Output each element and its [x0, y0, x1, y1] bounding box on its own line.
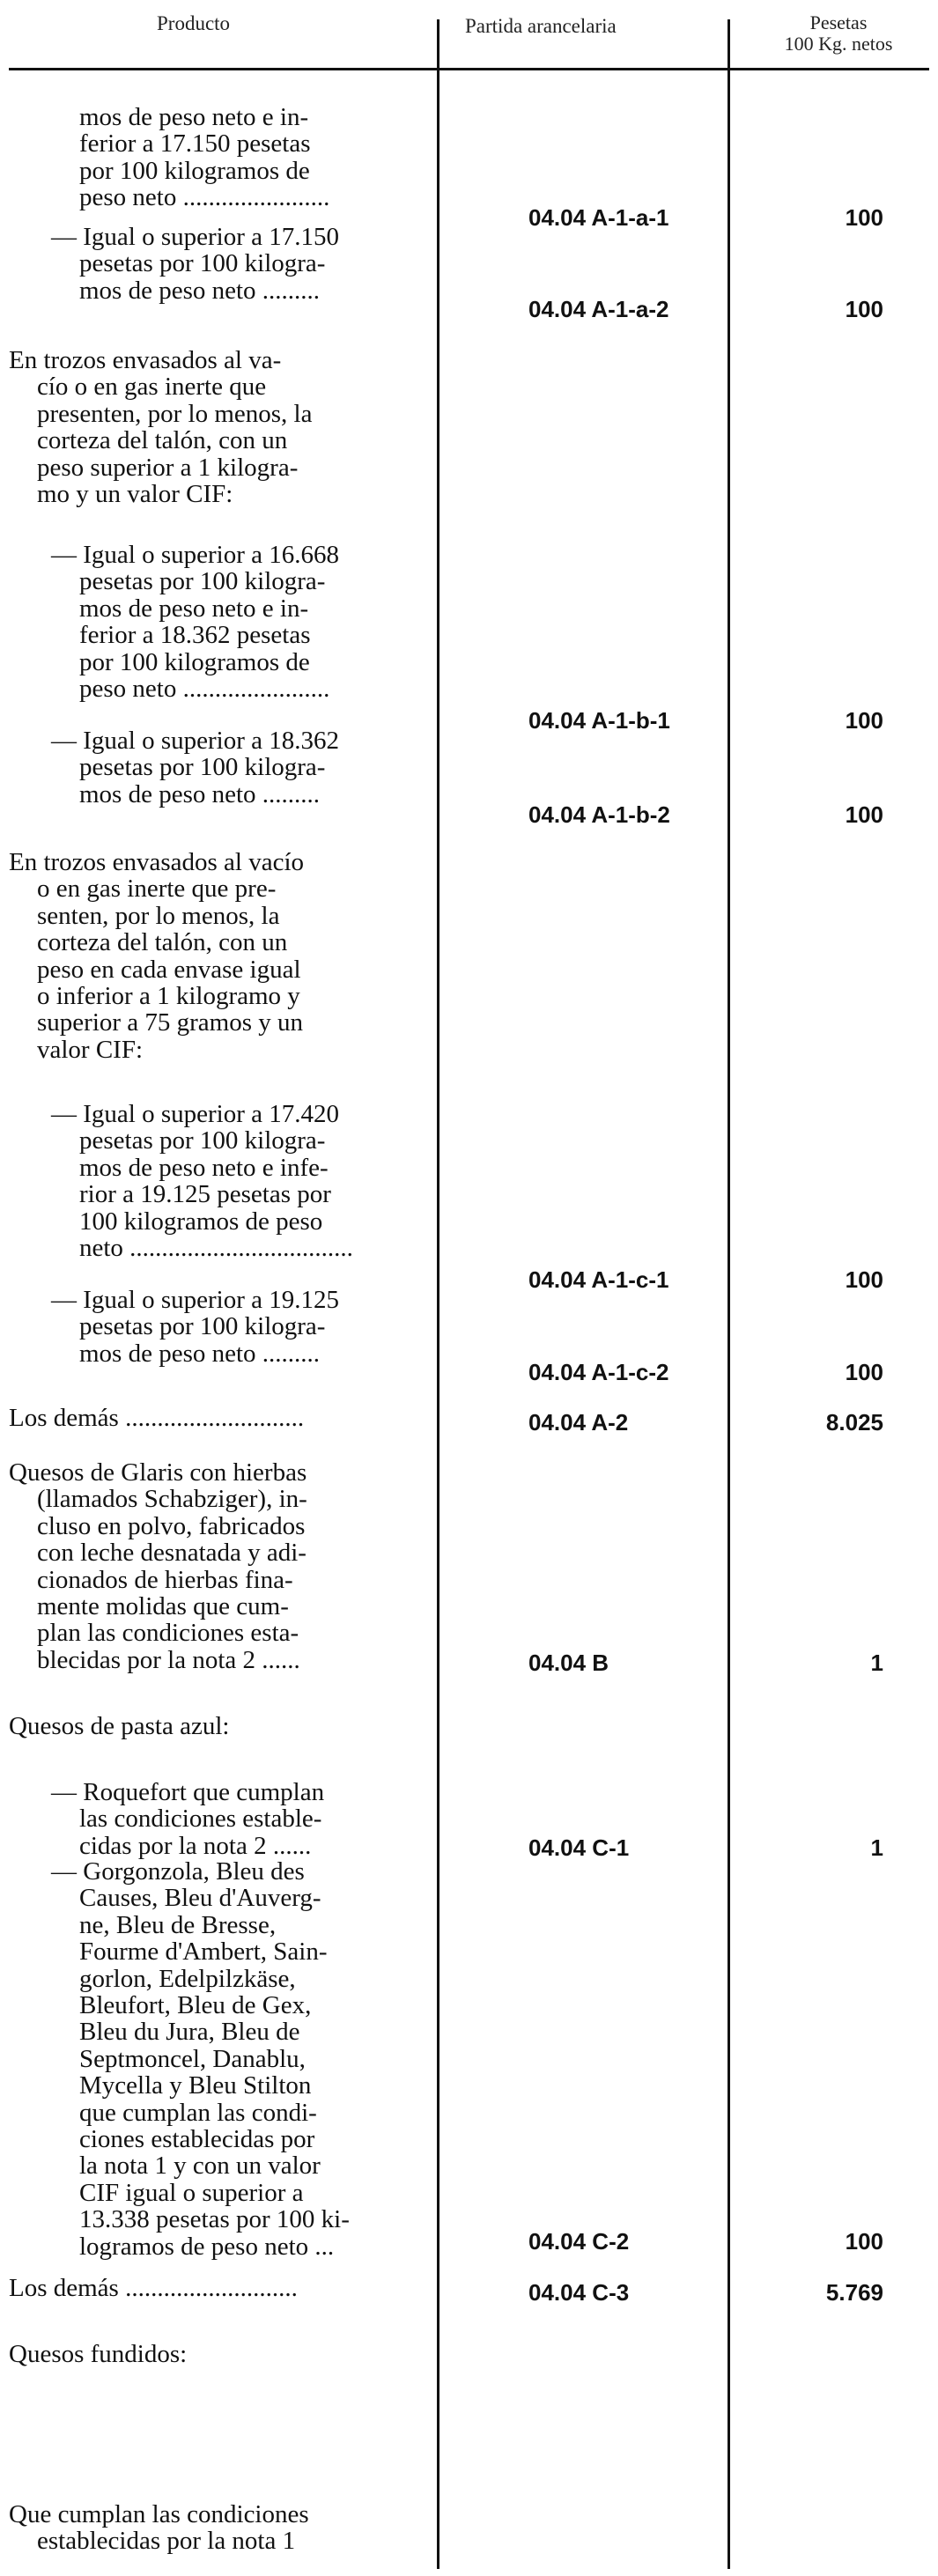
product-text-line: mos de peso neto e infe-	[79, 1153, 329, 1182]
row-7-text	[51, 1101, 353, 1261]
product-text-line: Bleu du Jura, Bleu de	[79, 2018, 300, 2047]
product-text-line: cluso en polvo, fabricados	[37, 1511, 306, 1540]
product-text-line: logramos de peso neto ...	[79, 2232, 335, 2261]
product-text-line: (llamados Schabziger), in-	[37, 1485, 307, 1514]
row-9-code: 04.04 A-2	[528, 1409, 629, 1436]
row-8-text	[51, 1287, 339, 1367]
product-text-line: Quesos de Glaris con hierbas	[9, 1458, 307, 1487]
product-text-line: por 100 kilogramos de	[79, 156, 310, 185]
column-divider-2	[728, 19, 730, 2569]
row-2-text	[51, 224, 339, 304]
row-13-value: 100	[845, 2228, 883, 2255]
row-14-text	[9, 2275, 298, 2301]
product-text-line: En trozos envasados al va-	[9, 346, 282, 374]
product-text-line: Los demás ...........................	[9, 2274, 298, 2302]
product-text-line: peso superior a 1 kilogra-	[37, 453, 299, 482]
product-text-line: rior a 19.125 pesetas por	[79, 1180, 331, 1209]
product-text-line: cidas por la nota 2 ......	[79, 1831, 312, 1860]
row-8-value: 100	[845, 1359, 883, 1385]
product-text-line: Que cumplan las condiciones	[9, 2500, 309, 2528]
product-text-line: mos de peso neto .........	[79, 276, 321, 305]
row-12-text	[51, 1779, 324, 1859]
product-text-line: 100 kilogramos de peso	[79, 1207, 323, 1236]
product-text-line: Fourme d'Ambert, Sain-	[79, 1938, 328, 1967]
row-13-text	[51, 1858, 350, 2260]
product-text-line: la nota 1 y con un valor	[79, 2152, 321, 2181]
product-text-line: — Gorgonzola, Bleu des	[51, 1857, 305, 1886]
row-9-text	[9, 1405, 304, 1431]
header-pesetas-line1: Pesetas	[809, 11, 868, 33]
product-text-line: CIF igual o superior a	[79, 2178, 304, 2207]
row-1-text	[79, 104, 329, 211]
product-text-line: mos de peso neto e in-	[79, 594, 309, 623]
product-text-line: peso neto .......................	[79, 675, 330, 704]
header-pesetas	[742, 12, 935, 55]
product-text-line: por 100 kilogramos de	[79, 647, 310, 676]
row-3-text	[9, 347, 312, 507]
product-text-line: — Igual o superior a 19.125	[51, 1286, 339, 1314]
product-text-line: mo y un valor CIF:	[37, 480, 233, 509]
product-text-line: 13.338 pesetas por 100 ki-	[79, 2205, 350, 2234]
product-text-line: corteza del talón, con un	[37, 426, 288, 455]
row-10-text	[9, 1459, 307, 1673]
product-text-line: cío o en gas inerte que	[37, 373, 267, 402]
product-text-line: mos de peso neto .........	[79, 1339, 321, 1368]
product-text-line: corteza del talón, con un	[37, 928, 288, 957]
row-14-value: 5.769	[825, 2279, 883, 2306]
row-7-code: 04.04 A-1-c-1	[528, 1266, 669, 1293]
product-text-line: — Igual o superior a 18.362	[51, 727, 339, 755]
row-12-code: 04.04 C-1	[528, 1834, 630, 1861]
product-text-line: establecidas por la nota 1	[37, 2527, 296, 2556]
product-text-line: Quesos de pasta azul:	[9, 1712, 230, 1740]
product-text-line: Mycella y Bleu Stilton	[79, 2071, 312, 2100]
product-text-line: — Igual o superior a 17.150	[51, 223, 339, 251]
product-text-line: mos de peso neto .........	[79, 779, 321, 808]
product-text-line: superior a 75 gramos y un	[37, 1008, 304, 1037]
row-4-text	[51, 542, 339, 702]
row-1-code: 04.04 A-1-a-1	[528, 204, 669, 231]
product-text-line: — Roquefort que cumplan	[51, 1778, 325, 1806]
row-1-value: 100	[845, 204, 883, 231]
row-5-text	[51, 727, 339, 808]
row-15-text	[9, 2341, 187, 2367]
row-2-value: 100	[845, 296, 883, 322]
product-text-line: pesetas por 100 kilogra-	[79, 567, 326, 596]
row-14-code: 04.04 C-3	[528, 2279, 630, 2306]
product-text-line: mos de peso neto e in-	[79, 103, 309, 131]
product-text-line: peso en cada envase igual	[37, 955, 301, 984]
product-text-line: senten, por lo menos, la	[37, 901, 280, 930]
product-text-line: — Igual o superior a 16.668	[51, 541, 339, 569]
product-text-line: pesetas por 100 kilogra-	[79, 1312, 326, 1341]
product-text-line: mente molidas que cum-	[37, 1592, 289, 1621]
column-divider-1	[437, 19, 439, 2569]
row-9-value: 8.025	[825, 1409, 883, 1436]
product-text-line: con leche desnatada y adi-	[37, 1539, 307, 1568]
header-rule	[9, 68, 929, 70]
product-text-line: las condiciones estable-	[79, 1805, 322, 1834]
product-text-line: valor CIF:	[37, 1035, 144, 1064]
product-text-line: En trozos envasados al vacío	[9, 848, 305, 876]
product-text-line: Septmoncel, Danablu,	[79, 2044, 306, 2073]
product-text-line: — Igual o superior a 17.420	[51, 1100, 339, 1128]
row-13-code: 04.04 C-2	[528, 2228, 630, 2255]
product-text-line: Quesos fundidos:	[9, 2340, 188, 2368]
row-16-text	[9, 2501, 309, 2555]
row-5-code: 04.04 A-1-b-2	[528, 801, 670, 828]
row-4-value: 100	[845, 707, 883, 734]
header-partida: Partida arancelaria	[465, 15, 617, 37]
product-text-line: ferior a 18.362 pesetas	[79, 621, 311, 650]
product-text-line: o en gas inerte que pre-	[37, 875, 277, 904]
product-text-line: pesetas por 100 kilogra-	[79, 753, 326, 782]
product-text-line: gorlon, Edelpilzkäse,	[79, 1964, 296, 1993]
product-text-line: ferior a 17.150 pesetas	[79, 129, 311, 159]
product-text-line: pesetas por 100 kilogra-	[79, 249, 326, 278]
row-4-code: 04.04 A-1-b-1	[528, 707, 670, 734]
row-8-code: 04.04 A-1-c-2	[528, 1359, 669, 1385]
product-text-line: Los demás ............................	[9, 1404, 305, 1432]
product-text-line: o inferior a 1 kilogramo y	[37, 982, 300, 1011]
row-11-text	[9, 1713, 229, 1739]
product-text-line: blecidas por la nota 2 ......	[37, 1645, 300, 1674]
row-10-code: 04.04 B	[528, 1650, 609, 1676]
row-2-code: 04.04 A-1-a-2	[528, 296, 669, 322]
row-5-value: 100	[845, 801, 883, 828]
header-producto: Producto	[157, 12, 231, 34]
product-text-line: neto ...................................	[79, 1234, 353, 1263]
product-text-line: pesetas por 100 kilogra-	[79, 1126, 326, 1155]
product-text-line: Causes, Bleu d'Auverg-	[79, 1884, 321, 1913]
product-text-line: ciones establecidas por	[79, 2125, 315, 2154]
product-text-line: cionados de hierbas fina-	[37, 1565, 293, 1594]
product-text-line: plan las condiciones esta-	[37, 1619, 299, 1648]
product-text-line: que cumplan las condi-	[79, 2098, 317, 2127]
row-12-value: 1	[870, 1834, 883, 1861]
product-text-line: presenten, por lo menos, la	[37, 399, 313, 428]
product-text-line: ne, Bleu de Bresse,	[79, 1910, 277, 1939]
row-7-value: 100	[845, 1266, 883, 1293]
row-10-value: 1	[870, 1650, 883, 1676]
product-text-line: peso neto .......................	[79, 183, 330, 212]
header-pesetas-line2: 100 Kg. netos	[784, 33, 893, 55]
row-6-text	[9, 849, 304, 1063]
product-text-line: Bleufort, Bleu de Gex,	[79, 1991, 312, 2020]
